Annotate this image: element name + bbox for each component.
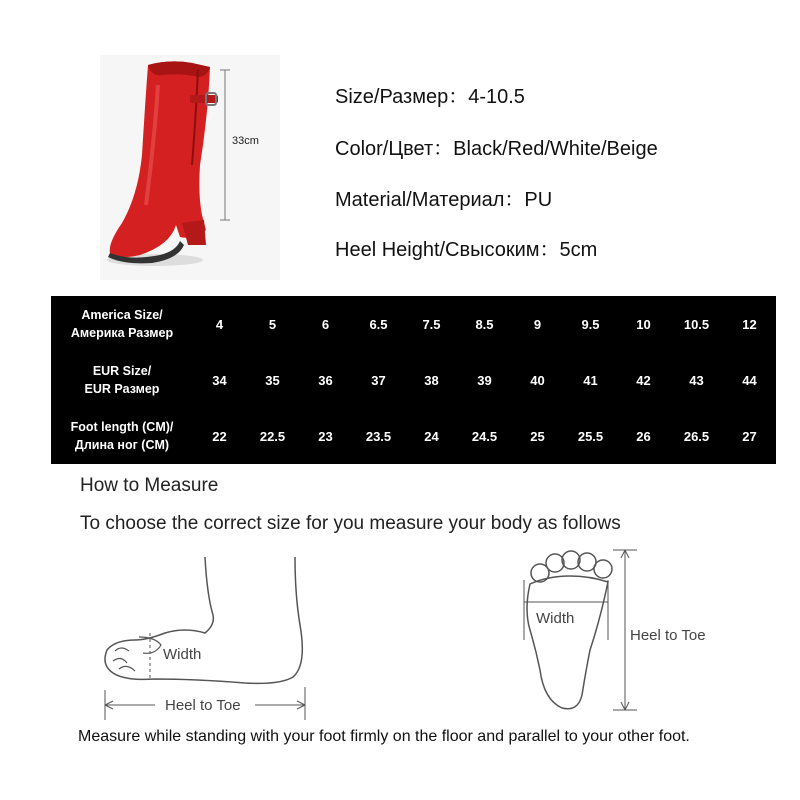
table-cell: 25 (512, 409, 563, 463)
spec-material: Material/Материал：PU (335, 189, 553, 211)
table-cell: 24 (406, 409, 457, 463)
table-cell: 5 (247, 297, 298, 351)
table-cell: 7.5 (406, 297, 457, 351)
how-to-measure-title: How to Measure (80, 475, 219, 496)
table-cell: 26.5 (671, 409, 722, 463)
spec-color: Color/Цвет：Black/Red/White/Beige (335, 138, 658, 160)
shaft-height-label: 33cm (232, 135, 259, 147)
table-cell: 36 (300, 353, 351, 407)
table-cell: 6.5 (353, 297, 404, 351)
table-cell: 37 (353, 353, 404, 407)
top-width-label: Width (536, 610, 575, 627)
table-cell: 39 (459, 353, 510, 407)
row-header: Foot length (CM)/ Длина ног (CM) (52, 409, 192, 463)
table-cell: 41 (565, 353, 616, 407)
table-cell: 4 (194, 297, 245, 351)
table-cell: 22.5 (247, 409, 298, 463)
table-cell: 43 (671, 353, 722, 407)
table-cell: 6 (300, 297, 351, 351)
table-cell: 42 (618, 353, 669, 407)
row-header: America Size/ Америка Размер (52, 297, 192, 351)
foot-side-view-icon (95, 555, 325, 730)
spec-size: Size/Размер：4-10.5 (335, 86, 525, 108)
table-cell: 24.5 (459, 409, 510, 463)
table-row-us (52, 297, 775, 351)
table-row-eur (52, 353, 775, 407)
measure-note: Measure while standing with your foot firmly on the floor and parallel to your other foot. (78, 728, 690, 745)
table-cell: 8.5 (459, 297, 510, 351)
top-length-label: Heel to Toe (630, 627, 706, 644)
table-cell: 26 (618, 409, 669, 463)
table-cell: 10.5 (671, 297, 722, 351)
table-cell: 25.5 (565, 409, 616, 463)
table-cell: 10 (618, 297, 669, 351)
table-cell: 38 (406, 353, 457, 407)
table-cell: 27 (724, 409, 775, 463)
how-to-measure-subtitle: To choose the correct size for you measure your body as follows (80, 513, 621, 534)
boot-image (100, 55, 280, 280)
table-cell: 35 (247, 353, 298, 407)
spec-heel-height: Heel Height/Свысоким：5cm (335, 239, 598, 261)
table-cell: 9.5 (565, 297, 616, 351)
side-width-label: Width (163, 646, 202, 663)
table-cell: 22 (194, 409, 245, 463)
table-cell: 9 (512, 297, 563, 351)
table-row-foot-length (52, 409, 775, 463)
size-table (50, 295, 777, 465)
table-cell: 34 (194, 353, 245, 407)
table-cell: 40 (512, 353, 563, 407)
row-header: EUR Size/ EUR Размер (52, 353, 192, 407)
table-cell: 44 (724, 353, 775, 407)
table-cell: 23.5 (353, 409, 404, 463)
side-length-label: Heel to Toe (165, 697, 241, 714)
table-cell: 12 (724, 297, 775, 351)
table-cell: 23 (300, 409, 351, 463)
foot-top-view-icon (510, 540, 750, 715)
